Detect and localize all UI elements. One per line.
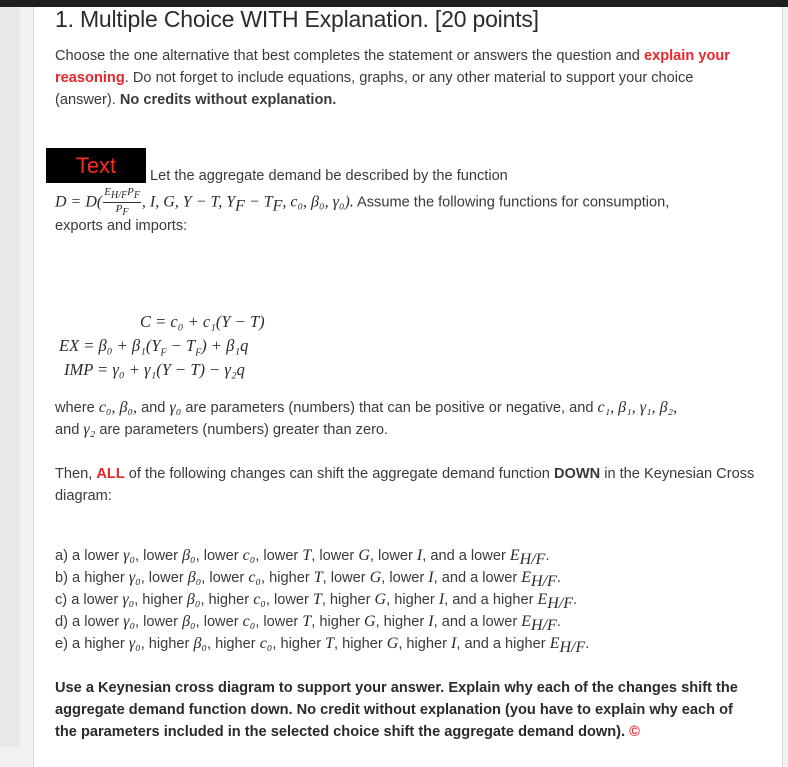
question-text bbox=[55, 463, 755, 507]
option-v1: γ₀ bbox=[123, 547, 136, 564]
instructions-text-2: . Do not forget to include equations, graphs, or any other material to support your choice (answer). bbox=[55, 70, 694, 108]
exports-equation bbox=[59, 336, 248, 358]
option-t7: . bbox=[545, 548, 550, 564]
left-gutter bbox=[0, 7, 20, 747]
option-v4: T bbox=[302, 613, 312, 630]
frac-num: E bbox=[104, 186, 111, 198]
intro-line-1: Let the aggregate demand be described by the function bbox=[150, 168, 508, 184]
option-t3: , higher bbox=[272, 636, 326, 652]
copyright-icon: © bbox=[629, 724, 640, 740]
option-v5: G bbox=[374, 591, 387, 608]
option-t5: , higher bbox=[386, 592, 439, 608]
option-t5: , lower bbox=[381, 570, 429, 586]
option-prefix: b) a higher bbox=[55, 570, 129, 586]
frac-num-tail: P bbox=[127, 186, 134, 198]
option-v7sub: H/F bbox=[531, 572, 557, 590]
option-t3: , lower bbox=[255, 614, 303, 630]
option-t4: , lower bbox=[311, 548, 359, 564]
option-t7: . bbox=[556, 614, 561, 630]
option-v1: γ₀ bbox=[123, 613, 136, 630]
option-t7: . bbox=[556, 570, 561, 586]
option-prefix: d) a lower bbox=[55, 614, 124, 630]
params-g: γ₀ bbox=[169, 399, 182, 416]
option-t1: , lower bbox=[140, 570, 188, 586]
option-prefix: c) a lower bbox=[55, 592, 123, 608]
option-t6: , and a lower bbox=[433, 614, 522, 630]
ex-tail: − T bbox=[166, 336, 196, 355]
option-v7: E bbox=[521, 569, 532, 586]
option-t2: , lower bbox=[195, 548, 243, 564]
instructions-highlight: explain your reasoning bbox=[55, 48, 730, 86]
option-t3: , lower bbox=[265, 592, 313, 608]
option-v6: I bbox=[438, 591, 445, 608]
option-t2: , lower bbox=[195, 614, 243, 630]
option-v6: I bbox=[416, 547, 423, 564]
option-v5: G bbox=[386, 635, 399, 652]
option-t4: , higher bbox=[334, 636, 387, 652]
ex-tail-sub: F bbox=[195, 347, 202, 359]
option-t1: , higher bbox=[140, 636, 194, 652]
option-v3: c₀ bbox=[248, 569, 261, 586]
option-v4: T bbox=[302, 547, 312, 564]
assume-text: Assume the following functions for consumption, bbox=[353, 194, 670, 211]
instructions-bold: No credits without explanation. bbox=[119, 92, 337, 108]
params-a: where bbox=[55, 400, 99, 416]
option-v2: β₀ bbox=[182, 613, 196, 630]
frac-num-sub: H/F bbox=[110, 190, 128, 202]
formula-rest3: , c₀, β₀, γ₀). bbox=[282, 193, 354, 211]
instructions bbox=[55, 45, 755, 111]
option-v6: I bbox=[428, 613, 434, 630]
option-v4: T bbox=[325, 635, 335, 652]
option-v7sub: H/F bbox=[547, 594, 574, 612]
params-line2-b: are parameters (numbers) greater than zero. bbox=[95, 422, 389, 438]
option-v1: γ₀ bbox=[128, 569, 141, 586]
option-t1: , lower bbox=[135, 548, 183, 564]
option-prefix: a) a lower bbox=[55, 548, 124, 564]
option-v4: T bbox=[312, 591, 322, 608]
option-prefix: e) a higher bbox=[55, 636, 129, 652]
frac-den: P bbox=[115, 203, 123, 216]
params-line2-g: γ₂ bbox=[83, 421, 96, 438]
closing-instructions bbox=[55, 677, 755, 743]
option-v3: c₀ bbox=[242, 547, 256, 564]
ex-end: ) + β₁q bbox=[201, 336, 249, 355]
option-t6: , and a lower bbox=[422, 548, 510, 564]
formula-rest2: − T bbox=[244, 193, 273, 211]
option-v6: I bbox=[451, 635, 457, 652]
option-t4: , higher bbox=[321, 592, 375, 608]
formula-rest2-sub: F bbox=[272, 197, 283, 215]
option-v1: γ₀ bbox=[128, 635, 141, 652]
option-t4: , higher bbox=[311, 614, 364, 630]
option-v5: G bbox=[364, 613, 376, 630]
frac-den-sub: F bbox=[122, 207, 129, 219]
option-t2: , higher bbox=[200, 592, 254, 608]
option-t6: , and a higher bbox=[444, 592, 538, 608]
option-v6: I bbox=[428, 569, 434, 586]
frac-num-tail-sub: F bbox=[133, 190, 140, 202]
question-part3: in the Keynesian Cross diagram: bbox=[55, 466, 755, 504]
params-line2-a: and bbox=[55, 422, 84, 438]
option-t3: , lower bbox=[255, 548, 303, 564]
params-c: are parameters (numbers) that can be positive or negative, and bbox=[181, 400, 598, 416]
ex-sub: F bbox=[160, 347, 167, 359]
params-vars: c₀, β₀, bbox=[98, 399, 138, 416]
option-t1: , lower bbox=[135, 614, 183, 630]
parameters-text bbox=[55, 397, 755, 441]
option-t7: . bbox=[585, 636, 590, 652]
option-v7sub: H/F bbox=[531, 616, 557, 634]
question-part2: of the following changes can shift the aggregate demand function bbox=[124, 466, 554, 482]
option-v2: β₀ bbox=[187, 569, 202, 586]
ex-part: EX = β₀ + β₁(Y bbox=[59, 336, 161, 355]
option-v7sub: H/F bbox=[559, 638, 586, 656]
option-t4: , lower bbox=[322, 570, 370, 586]
option-t2: , higher bbox=[206, 636, 260, 652]
option-v7: E bbox=[549, 635, 560, 652]
option-v7sub: H/F bbox=[519, 550, 546, 568]
option-v4: T bbox=[313, 569, 323, 586]
option-t5: , higher bbox=[398, 636, 452, 652]
instructions-text-1: Choose the one alternative that best completes the statement or answers the question and bbox=[55, 48, 644, 64]
option-t1: , higher bbox=[134, 592, 187, 608]
option-v7: E bbox=[521, 613, 532, 630]
closing-text: Use a Keynesian cross diagram to support your answer. Explain why each of the changes shift the aggregate demand function down. No credit without explanation (you have to explain why each of the parameters included in the selected choice shift the aggregate demand down). bbox=[55, 680, 738, 740]
formula-rest: , I, G, Y − T, Y bbox=[141, 193, 236, 211]
option-t5: , higher bbox=[375, 614, 429, 630]
text-badge[interactable]: Text bbox=[46, 148, 146, 183]
option-t2: , lower bbox=[201, 570, 249, 586]
option-v7: E bbox=[537, 591, 548, 608]
option-e[interactable] bbox=[55, 633, 589, 659]
option-t6: , and a lower bbox=[433, 570, 522, 586]
imports-equation: IMP = γ₀ + γ₁(Y − T) − γ₂q bbox=[64, 360, 245, 379]
option-t6: , and a higher bbox=[456, 636, 550, 652]
option-t3: , higher bbox=[261, 570, 314, 586]
option-v1: γ₀ bbox=[122, 591, 135, 608]
consumption-equation: C = c₀ + c₁(Y − T) bbox=[140, 312, 265, 331]
option-t5: , lower bbox=[369, 548, 417, 564]
option-v3: c₀ bbox=[242, 613, 256, 630]
question-part1: Then, bbox=[55, 466, 97, 482]
formula-lhs: D = D( bbox=[55, 193, 103, 211]
option-v5: G bbox=[358, 547, 370, 564]
params-vars2: c₁, β₁, γ₁, β₂, bbox=[597, 399, 678, 416]
formula-rest-sub: F bbox=[235, 197, 245, 215]
question-down: DOWN bbox=[553, 466, 601, 482]
option-v2: β₀ bbox=[193, 635, 207, 652]
page-title: 1. Multiple Choice WITH Explanation. [20 points] bbox=[55, 6, 539, 32]
intro-line-3: exports and imports: bbox=[55, 218, 188, 234]
option-v2: β₀ bbox=[186, 591, 201, 608]
question-all: ALL bbox=[96, 466, 125, 482]
params-b: and bbox=[137, 400, 170, 416]
option-v2: β₀ bbox=[182, 547, 196, 564]
option-t7: . bbox=[573, 592, 578, 608]
option-v3: c₀ bbox=[259, 635, 273, 652]
option-v3: c₀ bbox=[253, 591, 266, 608]
option-v5: G bbox=[369, 569, 382, 586]
option-v7: E bbox=[509, 547, 520, 564]
